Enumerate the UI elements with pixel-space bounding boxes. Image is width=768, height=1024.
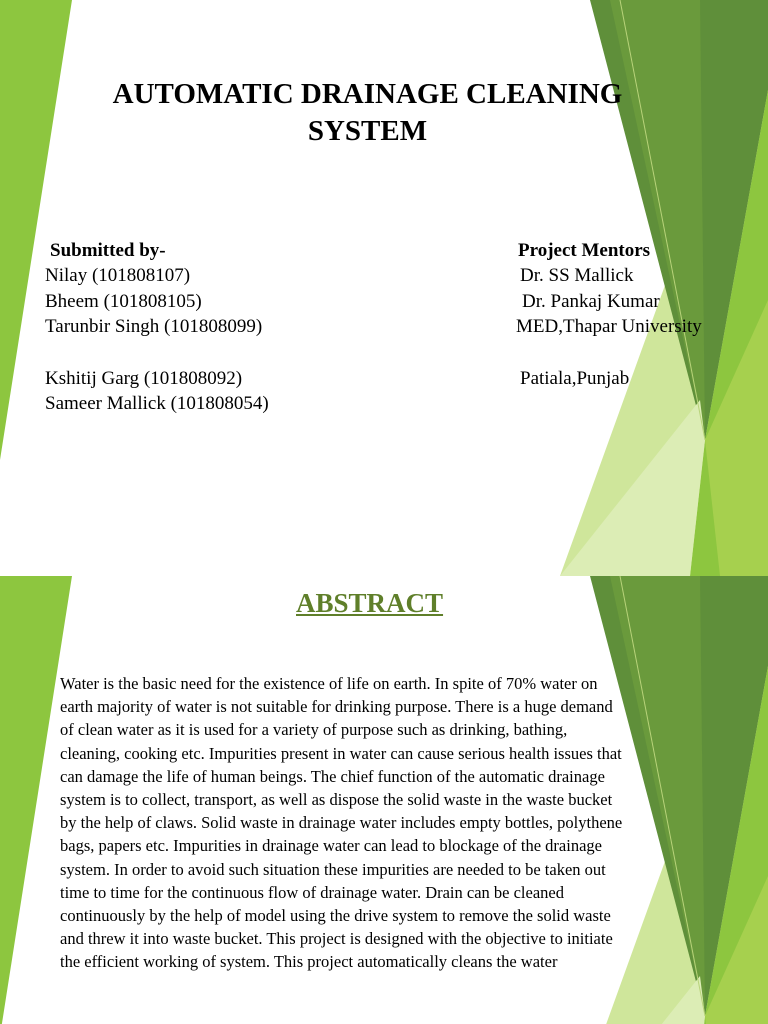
project-mentors-label: Project Mentors (518, 240, 651, 261)
member-name: Nilay (101808107) (45, 265, 191, 286)
member-name: Bheem (101808105) (45, 291, 202, 312)
member-name: Sameer Mallick (101808054) (45, 393, 269, 414)
abstract-body: Water is the basic need for the existence of life on earth. In spite of 70% water on earth majority of water is not suitable for drinking purpose. There is a huge demand of clean water as it is used for a variety of purpose such as drinking, bathing, cleaning, cooking etc. Impurities present in water can cause serious health issues that can damage the life of human beings. The chief function of the automatic drainage system is to collect, transport, as well as dispose the solid waste in the waste bucket by the help of claws. Solid waste in drainage water includes empty bottles, polythene bags, papers etc. Impurities in drainage water can lead to blockage of the drainage system. In order to avoid such situation these impurities are needed to be taken out time to time for the continuous flow of drainage water. Drain can be cleaned continuously by the help of model using the drive system to remove the solid waste and threw it into waste bucket. This project is designed with the objective to initiate the efficient working of system. This project automatically cleans the water (60, 674, 623, 972)
mentor-location: Patiala,Punjab (520, 368, 630, 389)
mentor-name: Dr. Pankaj Kumar (522, 291, 660, 312)
submitted-by-label: Submitted by- (50, 240, 166, 261)
mentor-affiliation: MED,Thapar University (516, 316, 702, 337)
mentor-name: Dr. SS Mallick (520, 265, 634, 286)
abstract-slide (0, 576, 768, 1024)
member-name: Tarunbir Singh (101808099) (45, 316, 263, 337)
abstract-heading: ABSTRACT (296, 588, 444, 618)
slide-title (40, 76, 695, 150)
title-line-2: SYSTEM (307, 115, 428, 147)
member-name: Kshitij Garg (101808092) (45, 368, 243, 389)
title-line-1: AUTOMATIC DRAINAGE CLEANING (112, 78, 623, 110)
